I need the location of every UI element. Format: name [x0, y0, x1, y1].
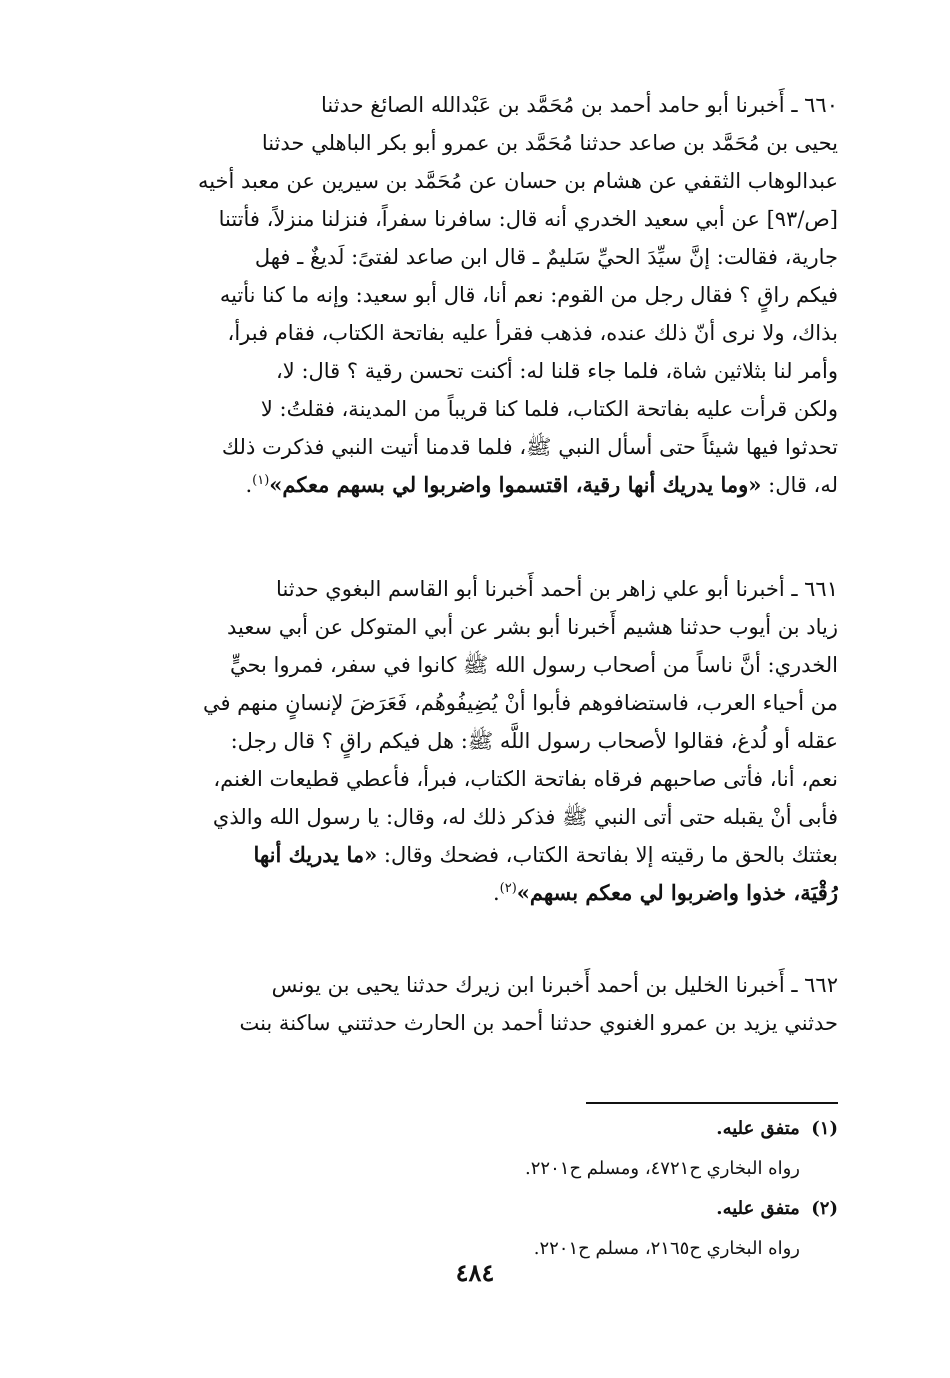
text-prefix: بعثتك بالحق ما رقيته إلا بفاتحة الكتاب، فضحك وقال: — [377, 843, 838, 867]
text-line-last — [108, 466, 838, 504]
text-line-last — [108, 874, 838, 912]
footnote-ref: (٢) — [499, 881, 517, 896]
footnote-title: متفق عليه. — [716, 1118, 800, 1139]
text-line — [108, 836, 838, 874]
text-line: وأمر لنا بثلاثين شاة، فلما جاء قلنا له: أكنت تحسن رقية ؟ قال: لا، — [276, 359, 838, 383]
footnote-1-detail: رواه البخاري ح٤٧٢١، ومسلم ح٢٢٠١. — [525, 1158, 800, 1179]
text-line: نعم، أنا، فأتى صاحبهم فرقاه بفاتحة الكتاب، فبرأ، فأعطي قطيعات الغنم، — [213, 767, 838, 791]
period: . — [492, 881, 500, 905]
text-line: حدثني يزيد بن عمرو الغنوي حدثنا أحمد بن الحارث حدثتني ساكنة بنت — [239, 1011, 838, 1035]
footnote-title: متفق عليه. — [716, 1198, 800, 1219]
period: . — [245, 473, 253, 497]
footnote-label: (٢) — [811, 1198, 838, 1219]
text-line: ٦٦٠ ـ أَخبرنا أبو حامد أحمد بن مُحَمَّد بن عَبْدالله الصائغ حدثنا — [321, 93, 838, 117]
text-line: جارية، فقالت: إنَّ سيِّدَ الحيِّ سَليمٌ ـ قال ابن صاعد لفتىً: لَديغٌ ـ فهل — [254, 245, 838, 269]
footnote-label: (١) — [811, 1118, 838, 1139]
footnote-ref: (١) — [252, 473, 270, 488]
quote-bold: «وما يدريك أنها رقية، اقتسموا واضربوا لي بسهم معكم» — [269, 472, 762, 497]
text-line: ولكن قرأت عليه بفاتحة الكتاب، فلما كنا قريباً من المدينة، فقلتُ: لا — [260, 397, 838, 421]
text-line: يحيى بن مُحَمَّد بن صاعد حدثنا مُحَمَّد بن عمرو أبو بكر الباهلي حدثنا — [261, 131, 838, 155]
text-line: ٦٦١ ـ أخبرنا أبو علي زاهر بن أحمد أَخبرنا أبو القاسم البغوي حدثنا — [276, 577, 838, 601]
text-line: الخدري: أنَّ ناساً من أصحاب رسول الله ﷺ كانوا في سفر، فمروا بحيٍّ — [229, 653, 838, 677]
text-line: عبدالوهاب الثقفي عن هشام بن حسان عن مُحَمَّد بن سيرين عن معبد أخيه — [197, 169, 838, 193]
quote-bold: «ما يدريك أنها — [253, 842, 378, 867]
footnote-divider — [586, 1102, 838, 1104]
hadith-661 — [108, 570, 838, 912]
text-line: ٦٦٢ ـ أَخبرنا الخليل بن أحمد أَخبرنا ابن زيرك حدثنا يحيى بن يونس — [271, 973, 838, 997]
text-line: فيكم راقٍ ؟ فقال رجل من القوم: نعم أنا، قال أبو سعيد: وإنه ما كنا نأتيه — [219, 283, 838, 307]
footnote-2-detail: رواه البخاري ح٢١٦٥، مسلم ح٢٢٠١. — [533, 1238, 800, 1259]
footnote-2-heading — [108, 1196, 838, 1222]
text-line: عقله أو لُدغ، فقالوا لأصحاب رسول اللَّه ﷺ: هل فيكم راقٍ ؟ قال رجل: — [230, 729, 838, 753]
text-line: بذاك، ولا نرى أنّ ذلك عنده، فذهب فقرأ عليه بفاتحة الكتاب، فقام فبرأ، — [227, 321, 838, 345]
hadith-660 — [108, 86, 838, 504]
text-line: من أحياء العرب، فاستضافوهم فأبوا أنْ يُضِيفُوهُم، فَعَرَضَ لإنسانٍ منهم في — [202, 691, 838, 715]
text-line: [ص/٩٣] عن أبي سعيد الخدري أنه قال: سافرنا سفراً، فنزلنا منزلاً، فأتتنا — [218, 207, 838, 231]
text-prefix: له، قال: — [761, 473, 838, 497]
hadith-662 — [108, 966, 838, 1042]
quote-bold: رُقْيَة، خذوا واضربوا لي معكم بسهم» — [516, 880, 838, 905]
footnote-1-heading — [108, 1116, 838, 1142]
text-line: فأبى أنْ يقبله حتى أتى النبي ﷺ فذكر ذلك له، وقال: يا رسول الله والذي — [212, 805, 838, 829]
text-line: زياد بن أيوب حدثنا هشيم أَخبرنا أبو بشر عن أبي المتوكل عن أبي سعيد — [227, 615, 838, 639]
page-number: ٤٨٤ — [455, 1258, 495, 1287]
text-line: تحدثوا فيها شيئاً حتى أسأل النبي ﷺ، فلما قدمنا أتيت النبي فذكرت ذلك — [221, 435, 838, 459]
